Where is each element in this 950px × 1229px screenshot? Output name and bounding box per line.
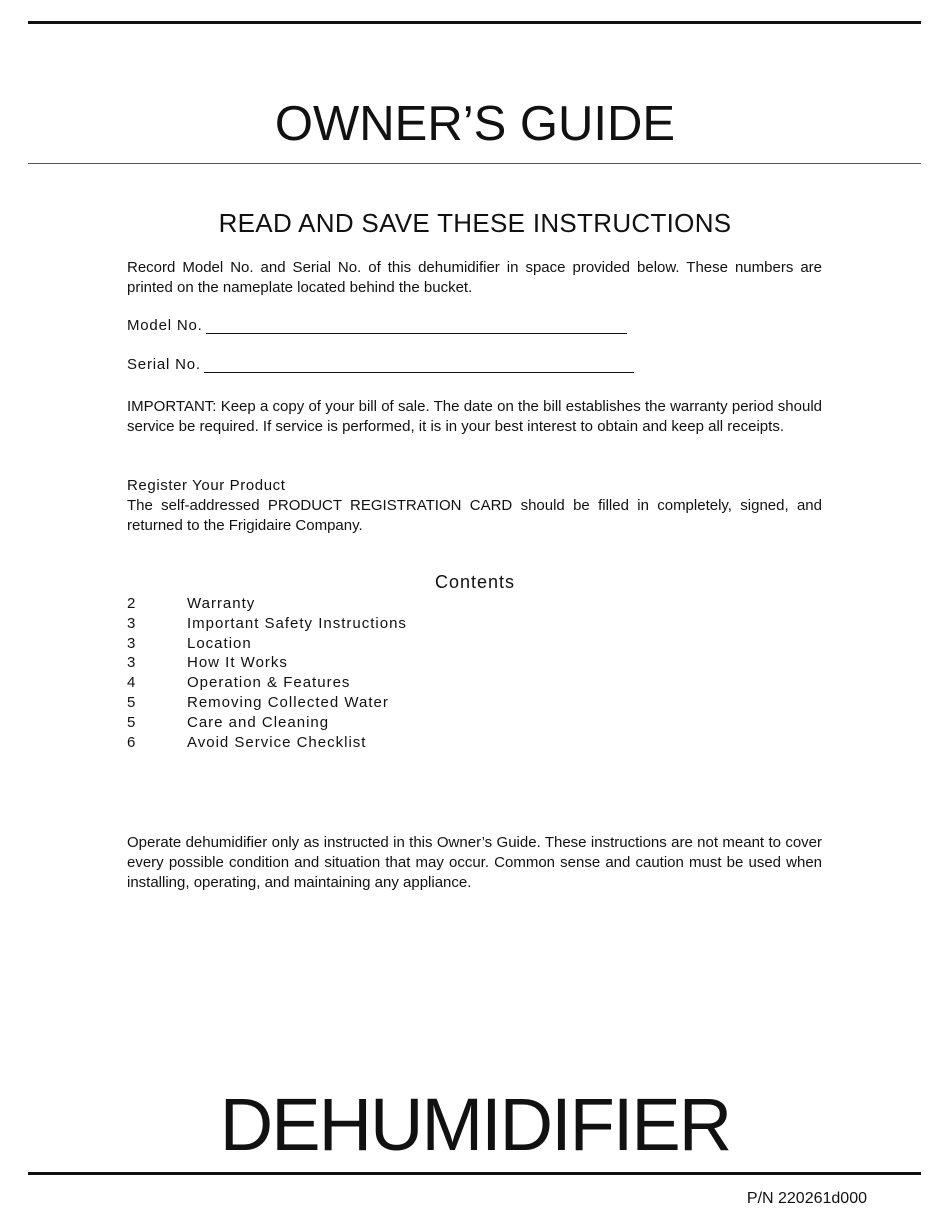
toc-page-number: 2 [127, 595, 137, 612]
title-divider [28, 163, 921, 164]
toc-page-number: 5 [127, 713, 137, 731]
toc-page-number: 4 [127, 674, 137, 692]
serial-number-blank [204, 358, 634, 373]
model-number-field [127, 317, 627, 334]
toc-page-number: 3 [127, 634, 137, 652]
contents-title: Contents [434, 572, 516, 592]
toc-label: Location [187, 634, 252, 652]
contents-list [127, 595, 407, 753]
list-item [127, 595, 407, 615]
list-item [127, 714, 407, 734]
toc-label: Important Safety Instructions [187, 614, 407, 632]
toc-label: How It Works [187, 654, 288, 672]
serial-number-field [127, 356, 634, 373]
model-number-label: Model No. [127, 317, 203, 334]
list-item [127, 654, 407, 674]
toc-label: Avoid Service Checklist [187, 733, 367, 751]
toc-label: Warranty [187, 595, 256, 612]
record-instructions: Record Model No. and Serial No. of this dehumidifier in space provided below. These numbers are printed on the nameplate located behind the bucket. [127, 259, 822, 296]
register-text: The self-addressed PRODUCT REGISTRATION CARD should be filled in completely, signed, and returned to the Frigidaire Company. [127, 497, 822, 534]
toc-page-number: 6 [127, 733, 137, 751]
register-heading: Register Your Product [127, 477, 286, 494]
bottom-rule [28, 1172, 921, 1175]
operation-notice: Operate dehumidifier only as instructed in this Owner’s Guide. These instructions are not meant to cover every possible condition and situation that may occur. Common sense and caution must be used when installing, operating, and maintaining any appliance. [127, 834, 822, 891]
list-item [127, 694, 407, 714]
toc-page-number: 3 [127, 654, 137, 672]
top-rule [28, 21, 921, 24]
list-item [127, 635, 407, 655]
important-notice: IMPORTANT: Keep a copy of your bill of sale. The date on the bill establishes the warranty period should service be required. If service is performed, it is in your best interest to obtain and keep all receipts. [127, 398, 822, 435]
page-title: OWNER’S GUIDE [274, 97, 676, 151]
toc-label: Care and Cleaning [187, 713, 330, 731]
part-number: P/N 220261d000 [746, 1190, 867, 1207]
toc-page-number: 3 [127, 614, 137, 632]
product-name: DEHUMIDIFIER [219, 1083, 731, 1166]
page-subtitle: READ AND SAVE THESE INSTRUCTIONS [218, 208, 732, 238]
list-item [127, 734, 407, 754]
model-number-blank [206, 319, 627, 334]
toc-page-number: 5 [127, 693, 137, 711]
serial-number-label: Serial No. [127, 356, 201, 373]
list-item [127, 615, 407, 635]
toc-label: Removing Collected Water [187, 693, 389, 711]
list-item [127, 674, 407, 694]
toc-label: Operation & Features [187, 674, 351, 692]
